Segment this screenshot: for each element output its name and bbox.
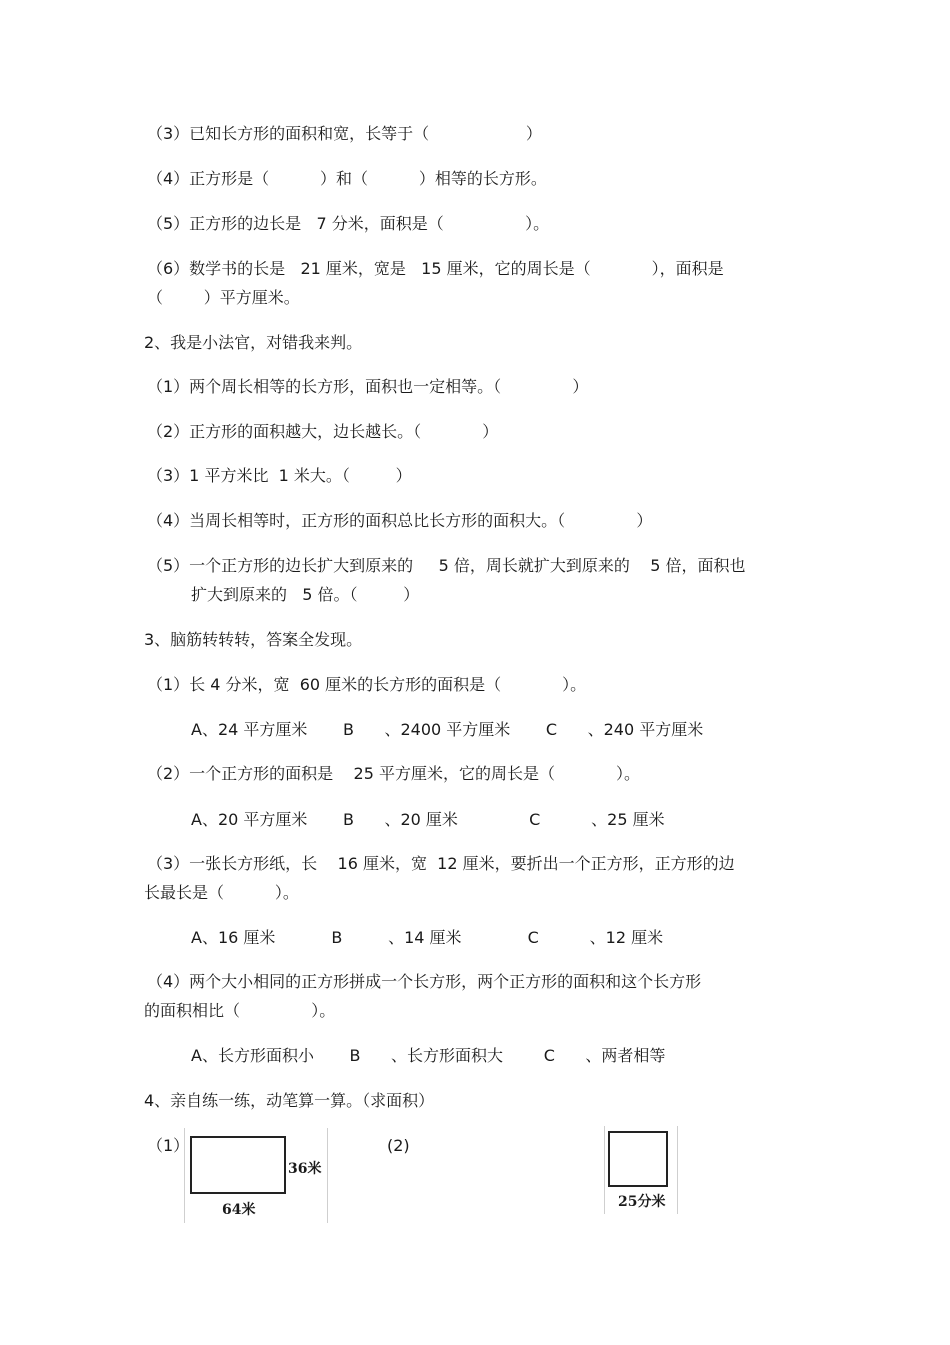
question-1-5: （5）正方形的边长是 7 分米，面积是（ ）。 bbox=[147, 214, 550, 233]
question-1-6-line2: （ ）平方厘米。 bbox=[147, 288, 300, 307]
rectangle-width-label: 64米 bbox=[222, 1202, 256, 1218]
question-1-6-line1: （6）数学书的长是 21 厘米，宽是 15 厘米，它的周长是（ ），面积是 bbox=[147, 259, 724, 278]
question-3-4-line1: （4）两个大小相同的正方形拼成一个长方形，两个正方形的面积和这个长方形 bbox=[147, 972, 702, 991]
section-4-heading: 4、亲自练一练，动笔算一算。（求面积） bbox=[144, 1091, 435, 1110]
section-3-heading: 3、脑筋转转转，答案全发现。 bbox=[144, 630, 363, 649]
figure-1-label: （1） bbox=[147, 1136, 190, 1155]
rectangle-shape bbox=[190, 1136, 286, 1194]
square-side-label: 25分米 bbox=[618, 1194, 666, 1210]
question-2-5-line2: 扩大到原来的 5 倍。（ ） bbox=[191, 585, 420, 604]
figure-1-rectangle bbox=[184, 1128, 328, 1223]
question-3-4-line2: 的面积相比（ ）。 bbox=[144, 1001, 336, 1020]
question-2-2: （2）正方形的面积越大，边长越长。（ ） bbox=[147, 422, 499, 441]
section-2-heading: 2、我是小法官，对错我来判。 bbox=[144, 333, 363, 352]
question-1-3: （3）已知长方形的面积和宽，长等于（ ） bbox=[147, 124, 542, 143]
question-2-1: （1）两个周长相等的长方形，面积也一定相等。（ ） bbox=[147, 377, 589, 396]
question-3-4-options: A、长方形面积小 B 、长方形面积大 C 、两者相等 bbox=[191, 1046, 666, 1065]
question-3-2-options: A、20 平方厘米 B 、20 厘米 C 、25 厘米 bbox=[191, 810, 665, 829]
rectangle-height-label: 36米 bbox=[288, 1161, 322, 1177]
question-3-1-options: A、24 平方厘米 B 、2400 平方厘米 C 、240 平方厘米 bbox=[191, 720, 704, 739]
question-2-4: （4）当周长相等时，正方形的面积总比长方形的面积大。（ ） bbox=[147, 511, 653, 530]
question-3-3-options: A、16 厘米 B 、14 厘米 C 、12 厘米 bbox=[191, 928, 664, 947]
question-3-1: （1）长 4 分米，宽 60 厘米的长方形的面积是（ ）。 bbox=[147, 675, 587, 694]
question-2-3: （3）1 平方米比 1 米大。（ ） bbox=[147, 466, 412, 485]
figure-2-label: (2) bbox=[387, 1136, 410, 1155]
question-3-3-line2: 长最长是（ ）。 bbox=[144, 883, 299, 902]
figure-2-square bbox=[604, 1126, 678, 1214]
question-2-5-line1: （5）一个正方形的边长扩大到原来的 5 倍，周长就扩大到原来的 5 倍，面积也 bbox=[147, 556, 746, 575]
question-3-3-line1: （3）一张长方形纸，长 16 厘米，宽 12 厘米，要折出一个正方形，正方形的边 bbox=[147, 854, 735, 873]
square-shape bbox=[608, 1131, 668, 1187]
question-1-4: （4）正方形是（ ）和（ ）相等的长方形。 bbox=[147, 169, 547, 188]
question-3-2: （2）一个正方形的面积是 25 平方厘米，它的周长是（ ）。 bbox=[147, 764, 641, 783]
